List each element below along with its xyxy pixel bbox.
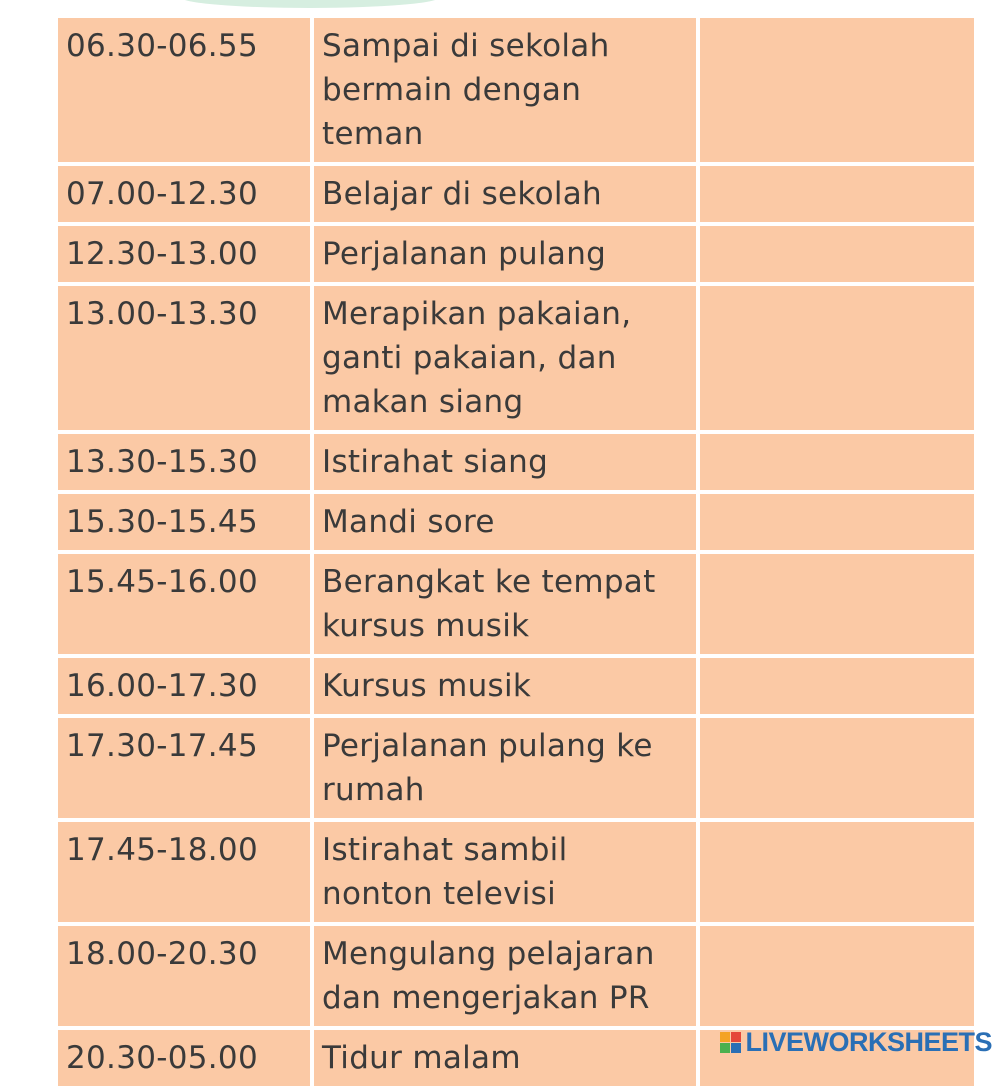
answer-cell[interactable]	[700, 658, 974, 718]
time-cell: 17.30-17.45	[58, 718, 314, 822]
watermark-text: LIVEWORKSHEETS	[745, 1026, 992, 1057]
time-cell: 15.45-16.00	[58, 554, 314, 658]
time-cell: 20.30-05.00	[58, 1030, 314, 1086]
schedule-row	[58, 494, 974, 554]
schedule-row	[58, 166, 974, 226]
schedule-row	[58, 226, 974, 286]
answer-cell[interactable]	[700, 718, 974, 822]
time-cell: 12.30-13.00	[58, 226, 314, 286]
activity-cell: Berangkat ke tempat kursus musik	[314, 554, 700, 658]
activity-cell: Mengulang pelajaran dan mengerjakan PR	[314, 926, 700, 1030]
logo-block	[720, 1032, 730, 1042]
activity-cell: Istirahat siang	[314, 434, 700, 494]
decorative-arc	[180, 0, 440, 8]
schedule-row	[58, 434, 974, 494]
schedule-table	[58, 18, 974, 1086]
schedule-row	[58, 926, 974, 1030]
schedule-row	[58, 658, 974, 718]
answer-cell[interactable]	[700, 822, 974, 926]
time-cell: 17.45-18.00	[58, 822, 314, 926]
activity-cell: Istirahat sambil nonton televisi	[314, 822, 700, 926]
logo-block	[731, 1043, 741, 1053]
time-cell: 06.30-06.55	[58, 18, 314, 166]
schedule-row	[58, 18, 974, 166]
activity-cell: Perjalanan pulang ke rumah	[314, 718, 700, 822]
schedule-body	[58, 18, 974, 1086]
activity-cell: Belajar di sekolah	[314, 166, 700, 226]
answer-cell[interactable]	[700, 926, 974, 1030]
activity-cell: Sampai di sekolah bermain dengan teman	[314, 18, 700, 166]
liveworksheets-logo-icon	[720, 1032, 741, 1053]
activity-cell: Mandi sore	[314, 494, 700, 554]
answer-cell[interactable]	[700, 494, 974, 554]
activity-cell: Perjalanan pulang	[314, 226, 700, 286]
time-cell: 07.00-12.30	[58, 166, 314, 226]
schedule-row	[58, 554, 974, 658]
activity-cell: Kursus musik	[314, 658, 700, 718]
schedule-row	[58, 822, 974, 926]
time-cell: 16.00-17.30	[58, 658, 314, 718]
time-cell: 15.30-15.45	[58, 494, 314, 554]
schedule-row	[58, 286, 974, 434]
logo-block	[720, 1043, 730, 1053]
answer-cell[interactable]	[700, 286, 974, 434]
time-cell: 13.00-13.30	[58, 286, 314, 434]
answer-cell[interactable]	[700, 434, 974, 494]
answer-cell[interactable]	[700, 18, 974, 166]
time-cell: 13.30-15.30	[58, 434, 314, 494]
activity-cell: Merapikan pakaian, ganti pakaian, dan makan siang	[314, 286, 700, 434]
activity-cell: Tidur malam	[314, 1030, 700, 1086]
schedule-row	[58, 718, 974, 822]
liveworksheets-watermark	[720, 1028, 992, 1056]
time-cell: 18.00-20.30	[58, 926, 314, 1030]
logo-block	[731, 1032, 741, 1042]
answer-cell[interactable]	[700, 226, 974, 286]
answer-cell[interactable]	[700, 554, 974, 658]
answer-cell[interactable]	[700, 166, 974, 226]
